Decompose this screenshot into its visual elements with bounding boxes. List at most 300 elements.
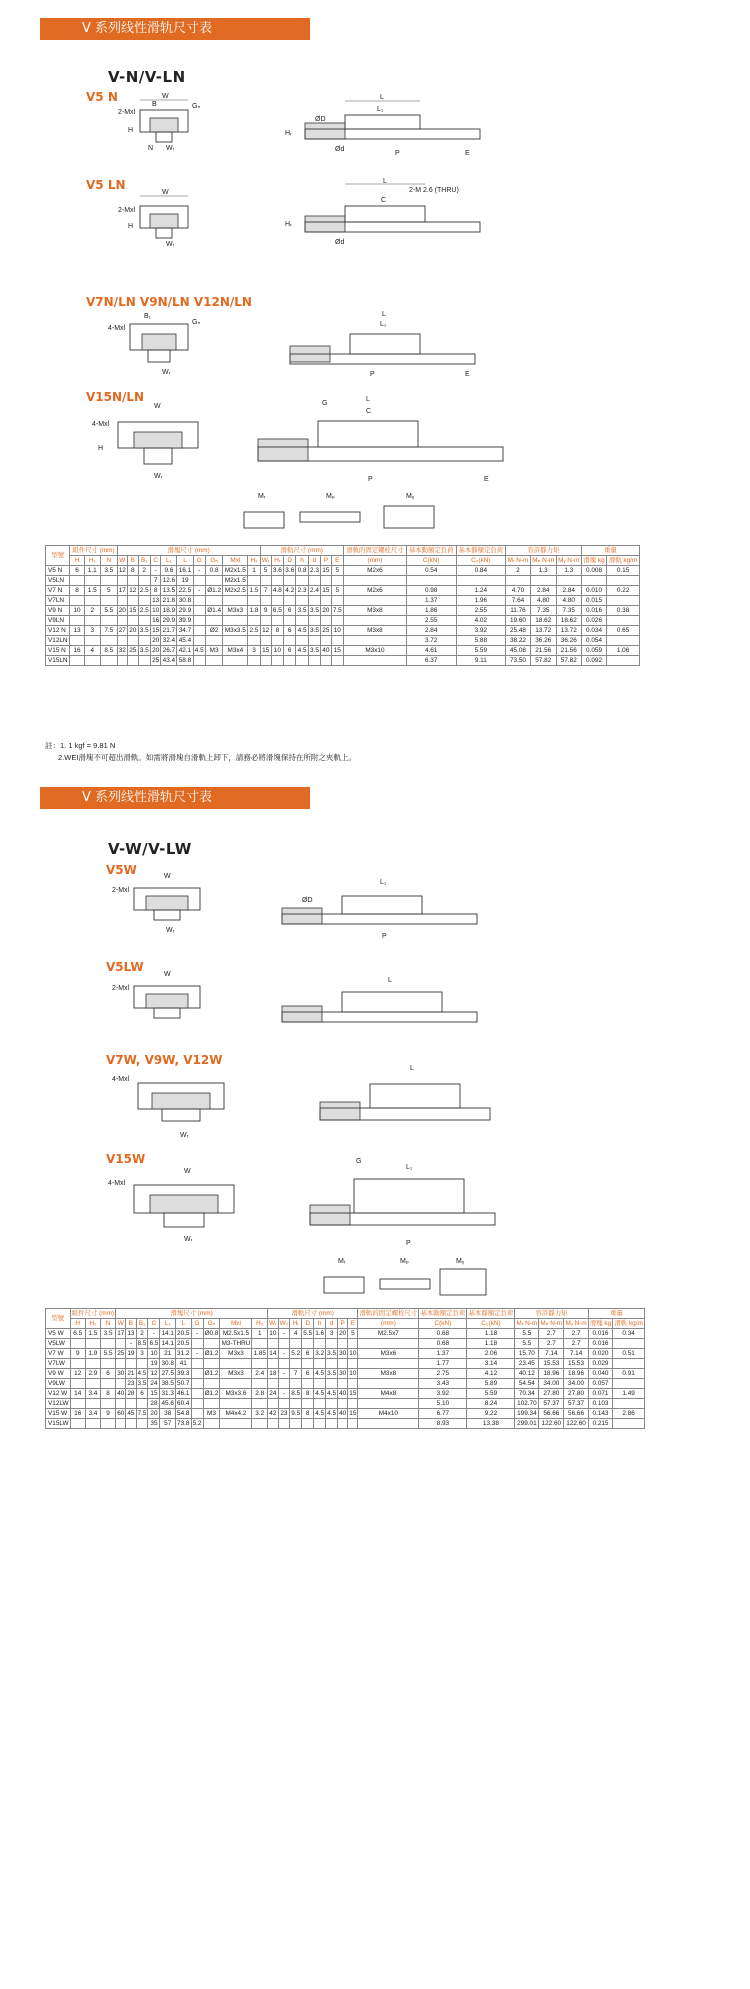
table-cell: 27.80 bbox=[564, 1389, 588, 1399]
table-cell: 56.66 bbox=[564, 1409, 588, 1419]
table-cell bbox=[193, 616, 205, 626]
table-cell: 43.4 bbox=[162, 657, 176, 664]
table-cell bbox=[205, 616, 223, 626]
moment-diagrams-1 bbox=[240, 490, 460, 535]
table-cell: 0.34 bbox=[613, 1329, 645, 1339]
table-cell: 19.60 bbox=[506, 616, 531, 626]
table-cell: 40.12 bbox=[515, 1369, 539, 1379]
column-header: B₁ bbox=[138, 556, 150, 566]
v5ln-side-view-drawing bbox=[285, 180, 485, 250]
table-cell: 60.4 bbox=[177, 1400, 190, 1407]
table-cell: 3.6 bbox=[272, 567, 282, 574]
column-header: h bbox=[296, 556, 308, 566]
table-cell: 22.5 bbox=[178, 587, 192, 594]
table-cell: 40 bbox=[339, 1410, 347, 1417]
svg-text:4-Mxl: 4-Mxl bbox=[108, 1180, 126, 1187]
table-cell bbox=[70, 616, 84, 626]
column-header: h bbox=[314, 1319, 326, 1329]
table-cell: M2x6 bbox=[343, 566, 406, 576]
table-row bbox=[46, 646, 640, 656]
table-cell: 0.84 bbox=[456, 566, 506, 576]
table-cell bbox=[191, 1379, 203, 1389]
table-cell bbox=[343, 616, 406, 626]
table-cell bbox=[70, 596, 84, 606]
table-row bbox=[46, 606, 640, 616]
table-cell: 38.5 bbox=[161, 1380, 174, 1387]
table-cell: 5.59 bbox=[467, 1389, 515, 1399]
table-cell bbox=[220, 1359, 252, 1369]
table-cell: 0.016 bbox=[581, 606, 606, 616]
table-cell: 15 bbox=[331, 646, 343, 656]
table-cell bbox=[70, 636, 84, 646]
table-cell: 2.55 bbox=[456, 606, 506, 616]
svg-text:Mᵧ: Mᵧ bbox=[406, 493, 415, 500]
svg-text:W: W bbox=[164, 873, 171, 880]
table-cell bbox=[607, 636, 640, 646]
table-cell bbox=[70, 1399, 85, 1409]
table-cell: 15 bbox=[322, 587, 330, 594]
column-header: D bbox=[284, 556, 296, 566]
table-cell: - bbox=[191, 1349, 203, 1359]
table-cell bbox=[338, 1399, 348, 1409]
table-cell: 0.91 bbox=[613, 1369, 645, 1379]
svg-text:Wᵣ: Wᵣ bbox=[184, 1236, 193, 1243]
table-cell: 6.5 bbox=[272, 607, 282, 614]
table-cell: 18 bbox=[269, 1370, 277, 1377]
table-cell bbox=[220, 1379, 252, 1389]
table-cell bbox=[117, 656, 128, 666]
column-header: C bbox=[148, 1319, 160, 1329]
table-cell: 29.9 bbox=[178, 607, 192, 614]
column-header: H bbox=[70, 1319, 85, 1329]
table-cell bbox=[193, 636, 205, 646]
table-cell: 25.48 bbox=[506, 626, 531, 636]
table-cell: 102.70 bbox=[515, 1399, 539, 1409]
table-cell bbox=[70, 1419, 85, 1429]
svg-text:4-Mxl: 4-Mxl bbox=[92, 421, 110, 428]
table-cell: 2.7 bbox=[539, 1339, 564, 1349]
table-cell: 1.18 bbox=[467, 1329, 515, 1339]
table-cell bbox=[613, 1379, 645, 1389]
table-cell bbox=[116, 1339, 126, 1349]
model-cell: V5LW bbox=[46, 1339, 71, 1349]
table-cell bbox=[205, 636, 223, 646]
table-cell bbox=[85, 1399, 100, 1409]
dim-sd: Ød bbox=[335, 146, 345, 153]
table-cell: 0.65 bbox=[607, 626, 640, 636]
table-cell bbox=[530, 576, 556, 586]
table-cell bbox=[613, 1419, 645, 1429]
table-cell: 30 bbox=[339, 1350, 347, 1357]
table-cell bbox=[314, 1419, 326, 1429]
table-cell bbox=[248, 596, 260, 606]
svg-text:L: L bbox=[382, 311, 386, 318]
table-cell: 39.9 bbox=[178, 617, 192, 624]
table-cell bbox=[321, 596, 332, 606]
v7w-side-view-drawing bbox=[300, 1062, 500, 1137]
table-cell: 13 bbox=[152, 597, 160, 604]
table-cell: 8 bbox=[128, 566, 139, 576]
table-cell: 2 bbox=[136, 1329, 148, 1339]
table-cell: 20 bbox=[152, 647, 160, 654]
table-cell: 0.143 bbox=[588, 1409, 612, 1419]
table-cell bbox=[314, 1359, 326, 1369]
label-v5n: V5 N bbox=[86, 90, 118, 104]
table-cell: 58.8 bbox=[178, 657, 192, 664]
table-cell: 23 bbox=[127, 1380, 135, 1387]
table-cell bbox=[343, 596, 406, 606]
table-cell: 2.8 bbox=[252, 1389, 268, 1399]
column-header: C(kN) bbox=[406, 556, 456, 566]
model-cell: V15LW bbox=[46, 1419, 71, 1429]
table-cell bbox=[278, 1399, 290, 1409]
table-cell: 6 bbox=[284, 646, 296, 656]
table-cell bbox=[128, 656, 139, 666]
table-cell: 12 bbox=[118, 567, 126, 574]
table-cell: 8.5 bbox=[101, 646, 118, 656]
model-cell: V5LN bbox=[46, 576, 70, 586]
table-cell bbox=[205, 576, 223, 586]
label-v15w: V15W bbox=[106, 1152, 146, 1166]
table-cell bbox=[348, 1339, 358, 1349]
table-cell: 8 bbox=[271, 626, 283, 636]
table-cell: Ø1.2 bbox=[204, 1350, 219, 1357]
column-header: 滑塊 kg bbox=[583, 557, 605, 564]
svg-text:C: C bbox=[366, 408, 372, 415]
table-cell: 3.4 bbox=[85, 1389, 100, 1399]
model-cell: V15LN bbox=[46, 656, 70, 666]
table-cell: 6 bbox=[302, 1369, 314, 1379]
svg-text:L: L bbox=[410, 1065, 414, 1072]
table-row bbox=[46, 1419, 645, 1429]
table-cell: 15 bbox=[349, 1410, 357, 1417]
svg-text:Ød: Ød bbox=[335, 239, 345, 246]
table-cell bbox=[193, 626, 205, 636]
column-header: L₁ bbox=[160, 1319, 176, 1329]
dim-wr: Wᵣ bbox=[166, 145, 175, 152]
table-cell: 4.02 bbox=[456, 616, 506, 626]
table-cell: 0.68 bbox=[419, 1329, 467, 1339]
table-cell: 57.37 bbox=[564, 1399, 588, 1409]
table-cell: M3x3.6 bbox=[220, 1389, 252, 1399]
table-cell: 30 bbox=[117, 1370, 125, 1377]
table-cell: 8 bbox=[150, 586, 161, 596]
table-cell: 38.22 bbox=[506, 636, 531, 646]
table-cell: 3.5 bbox=[100, 1329, 115, 1339]
table-cell: 5 bbox=[331, 586, 343, 596]
column-header: Mxl bbox=[220, 1319, 252, 1329]
table-cell: 2.9 bbox=[85, 1369, 100, 1379]
table-cell: 28 bbox=[148, 1399, 160, 1409]
table-cell: 9 bbox=[70, 1349, 85, 1359]
table-cell bbox=[138, 656, 150, 666]
table-cell: 5.10 bbox=[419, 1399, 467, 1409]
table-cell bbox=[116, 1399, 126, 1409]
dim-n: N bbox=[148, 145, 154, 152]
table-cell bbox=[100, 1419, 115, 1429]
table-row bbox=[46, 1329, 645, 1339]
table-cell: 7.14 bbox=[564, 1349, 588, 1359]
table-cell: M2x6 bbox=[343, 586, 406, 596]
table-cell: 0.071 bbox=[588, 1389, 612, 1399]
table-cell bbox=[252, 1339, 268, 1349]
table-cell bbox=[128, 616, 139, 626]
table-cell bbox=[278, 1339, 290, 1349]
table-cell: 7.35 bbox=[530, 606, 556, 616]
table-cell: 5.88 bbox=[456, 636, 506, 646]
table-cell: - bbox=[193, 566, 205, 576]
table-cell: 1.18 bbox=[467, 1339, 515, 1349]
dim-mxl: 2-Mxl bbox=[118, 109, 136, 116]
column-header: Mₚ N-m bbox=[532, 557, 555, 564]
table-cell bbox=[314, 1379, 326, 1389]
table-cell bbox=[321, 576, 332, 586]
svg-text:4-Mxl: 4-Mxl bbox=[112, 1076, 130, 1083]
table-cell: 3 bbox=[326, 1329, 338, 1339]
table-cell: 2 bbox=[84, 606, 101, 616]
dim-hr: Hᵣ bbox=[285, 130, 292, 137]
table-cell: 9.22 bbox=[467, 1409, 515, 1419]
column-header: C bbox=[150, 556, 161, 566]
table-cell: 7 bbox=[150, 576, 161, 586]
table-cell: 25 bbox=[152, 657, 160, 664]
table-cell bbox=[314, 1339, 326, 1349]
table-cell: 2.7 bbox=[539, 1329, 564, 1339]
table-cell: 0.057 bbox=[588, 1379, 612, 1389]
table-cell: 4.5 bbox=[297, 627, 307, 634]
column-header: B₁ bbox=[136, 1319, 148, 1329]
column-header: Hᵣ bbox=[290, 1319, 302, 1329]
svg-text:Mₚ: Mₚ bbox=[326, 493, 335, 500]
table-cell bbox=[252, 1379, 268, 1389]
column-header: H₁ bbox=[85, 1319, 100, 1329]
table-cell bbox=[100, 1379, 115, 1389]
table-cell: 7.5 bbox=[101, 626, 118, 636]
table-cell bbox=[268, 1339, 279, 1349]
table-cell: 2.84 bbox=[406, 626, 456, 636]
table-cell: 54.8 bbox=[177, 1410, 190, 1417]
table-cell bbox=[126, 1399, 136, 1409]
table-cell: 27.80 bbox=[539, 1389, 564, 1399]
table-cell: 0.68 bbox=[419, 1339, 467, 1349]
svg-text:G: G bbox=[356, 1158, 362, 1165]
table-cell: 2.5 bbox=[139, 607, 149, 614]
table-cell: - bbox=[150, 566, 161, 576]
table-cell bbox=[70, 1359, 85, 1369]
column-header: (mm) bbox=[343, 556, 406, 566]
table-cell: 199.34 bbox=[515, 1409, 539, 1419]
table-cell: 3 bbox=[248, 646, 260, 656]
table-cell: 0.010 bbox=[581, 586, 606, 596]
table-cell: 2.7 bbox=[564, 1329, 588, 1339]
table-cell: 0.215 bbox=[588, 1419, 612, 1429]
table-cell: Ø1.4 bbox=[207, 607, 222, 614]
table-cell: 10 bbox=[349, 1350, 357, 1357]
v5n-cross-section-drawing bbox=[118, 92, 213, 160]
table-cell: 26.7 bbox=[162, 647, 176, 654]
model-cell: V9LW bbox=[46, 1379, 71, 1389]
table-cell bbox=[248, 616, 260, 626]
table-cell bbox=[358, 1339, 419, 1349]
label-v15n: V15N/LN bbox=[86, 390, 145, 404]
table-cell: 2.55 bbox=[406, 616, 456, 626]
v5lw-side-view-drawing bbox=[262, 970, 487, 1040]
table-cell: 3.5 bbox=[139, 627, 149, 634]
table-cell: 12 bbox=[262, 627, 270, 634]
table-cell: 21 bbox=[127, 1370, 135, 1377]
table-cell: 10 bbox=[271, 646, 283, 656]
dim-d: ØD bbox=[315, 116, 326, 123]
column-header: P bbox=[338, 1319, 348, 1329]
svg-text:L₁: L₁ bbox=[380, 321, 387, 328]
table-cell: 3.5 bbox=[309, 647, 319, 654]
table-cell: 7.5 bbox=[137, 1410, 147, 1417]
table-cell: 4.5 bbox=[137, 1370, 147, 1377]
table-cell: - bbox=[278, 1329, 290, 1339]
table-cell bbox=[193, 606, 205, 616]
table-cell: 122.60 bbox=[539, 1419, 564, 1429]
table-cell: 35 bbox=[148, 1419, 160, 1429]
table-row bbox=[46, 1359, 645, 1369]
table-cell bbox=[248, 636, 260, 646]
table-cell bbox=[85, 1359, 100, 1369]
column-header: Mxl bbox=[223, 556, 248, 566]
column-header: Wᵣ bbox=[269, 1320, 277, 1327]
dim-gn: Gₙ bbox=[192, 103, 201, 110]
table-cell bbox=[138, 596, 150, 606]
table-cell bbox=[100, 1359, 115, 1369]
table-cell: 73.8 bbox=[177, 1420, 190, 1427]
column-header: N bbox=[101, 556, 118, 566]
table-cell: 2.3 bbox=[309, 567, 319, 574]
v7w-v9w-v12w-cross-section-drawing bbox=[110, 1065, 240, 1140]
table-cell bbox=[581, 576, 606, 586]
table-cell bbox=[296, 656, 308, 666]
table-cell: 6 bbox=[284, 606, 296, 616]
table-cell: 41 bbox=[176, 1359, 192, 1369]
table-cell: M3x3 bbox=[220, 1369, 252, 1379]
table-cell bbox=[252, 1399, 268, 1409]
svg-text:P: P bbox=[368, 476, 373, 483]
table-cell: 6.37 bbox=[406, 656, 456, 666]
table-cell bbox=[358, 1379, 419, 1389]
table-cell: 10 bbox=[331, 626, 343, 636]
table-cell: 45.4 bbox=[178, 637, 192, 644]
table-cell bbox=[223, 616, 248, 626]
table-cell: M3x8 bbox=[343, 606, 406, 616]
table-cell: M2x1.5 bbox=[224, 577, 246, 584]
table-cell: 0.040 bbox=[588, 1369, 612, 1379]
column-header: B bbox=[126, 1319, 136, 1329]
dim-l1: L₁ bbox=[377, 106, 384, 113]
table-cell bbox=[607, 596, 640, 606]
table-cell: 1 bbox=[248, 566, 260, 576]
table-cell bbox=[331, 656, 343, 666]
table-cell: 2.86 bbox=[613, 1409, 645, 1419]
table-cell: 3.2 bbox=[315, 1350, 325, 1357]
table-cell: 0.016 bbox=[588, 1339, 612, 1349]
table-row bbox=[46, 656, 640, 666]
table-cell: 20.5 bbox=[177, 1340, 190, 1347]
column-header: Mₚ N-m bbox=[540, 1320, 563, 1327]
table-cell: 0.54 bbox=[406, 566, 456, 576]
table-cell: - bbox=[148, 1329, 160, 1339]
table-cell: 4 bbox=[290, 1329, 302, 1339]
table-cell: 5.2 bbox=[192, 1420, 202, 1427]
table-cell: 3.72 bbox=[406, 636, 456, 646]
svg-text:W: W bbox=[162, 189, 169, 196]
svg-text:L₁: L₁ bbox=[380, 879, 387, 886]
table-cell: Ø1.2 bbox=[204, 1370, 219, 1377]
table-cell: 39.3 bbox=[177, 1370, 190, 1377]
svg-text:L: L bbox=[383, 178, 387, 185]
table-cell: M3x10 bbox=[343, 646, 406, 656]
table-cell: 60 bbox=[117, 1410, 125, 1417]
table-cell: 5 bbox=[101, 586, 118, 596]
table-cell bbox=[128, 576, 139, 586]
table-cell bbox=[191, 1399, 203, 1409]
table-cell: M3 bbox=[203, 1409, 220, 1419]
table-cell bbox=[101, 656, 118, 666]
label-v5lw: V5LW bbox=[106, 960, 144, 974]
v7-v9-v12-side-view-drawing bbox=[270, 310, 485, 380]
column-header: D bbox=[302, 1319, 314, 1329]
table-cell: M3-THRU bbox=[221, 1340, 251, 1347]
svg-text:ØD: ØD bbox=[302, 897, 313, 904]
table-cell: M3x4 bbox=[223, 646, 248, 656]
section2-series-title: V-W/V-LW bbox=[108, 840, 192, 858]
table-cell bbox=[338, 1339, 348, 1349]
table-cell bbox=[556, 576, 581, 586]
v15n-side-view-drawing bbox=[238, 395, 513, 485]
table-cell: 19 bbox=[177, 576, 193, 586]
label-v5ln: V5 LN bbox=[86, 178, 126, 192]
table-cell: 1.3 bbox=[530, 566, 556, 576]
table-cell bbox=[338, 1359, 348, 1369]
table-cell: Ø1.2 bbox=[204, 1390, 219, 1397]
model-cell: V12LW bbox=[46, 1399, 71, 1409]
table-cell: 31.3 bbox=[161, 1390, 174, 1397]
table-cell: 12 bbox=[70, 1369, 85, 1379]
table-cell: 20 bbox=[129, 627, 137, 634]
table-cell bbox=[84, 616, 101, 626]
svg-text:Hᵣ: Hᵣ bbox=[285, 221, 292, 228]
v5n-side-view-drawing bbox=[285, 95, 485, 157]
table-cell bbox=[331, 616, 343, 626]
table-cell bbox=[331, 636, 343, 646]
table-row bbox=[46, 1369, 645, 1379]
table-cell: M3x3.5 bbox=[224, 627, 246, 634]
table-cell: 56.66 bbox=[539, 1409, 564, 1419]
table-cell: 3.14 bbox=[467, 1359, 515, 1369]
table-cell: 6 bbox=[70, 566, 84, 576]
table-cell: 20 bbox=[152, 637, 160, 644]
table-cell: 0.51 bbox=[613, 1349, 645, 1359]
table-cell: 10 bbox=[269, 1330, 277, 1337]
table-cell: 20 bbox=[118, 607, 126, 614]
column-header: Gₙ bbox=[203, 1319, 220, 1329]
table-cell bbox=[85, 1379, 100, 1389]
table-cell bbox=[100, 1399, 115, 1409]
table-cell: 21.8 bbox=[162, 597, 176, 604]
table-cell: 15 bbox=[148, 1389, 160, 1399]
svg-text:L₁: L₁ bbox=[406, 1164, 413, 1171]
table-cell: 2.5 bbox=[139, 587, 149, 594]
note-1: 註：1. 1 kgf = 9.81 N bbox=[45, 741, 116, 750]
column-header: B bbox=[128, 556, 139, 566]
table-cell: 0.034 bbox=[581, 626, 606, 636]
table-cell: 2 bbox=[138, 566, 150, 576]
